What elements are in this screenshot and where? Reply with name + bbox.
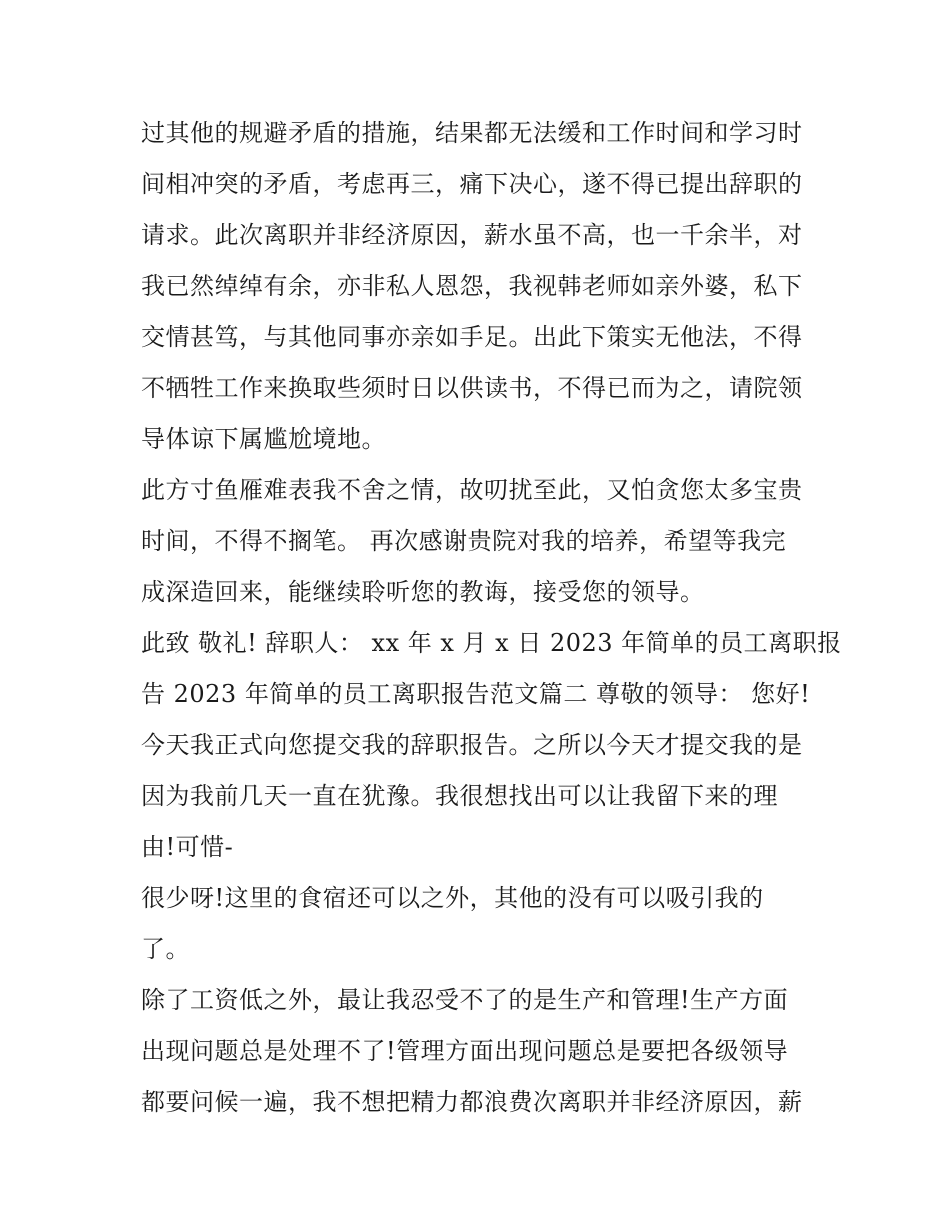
text-line: 很少呀!这里的食宿还可以之外，其他的没有可以吸引我的 [141,884,764,912]
text-line: 导体谅下属尴尬境地。 [141,425,386,453]
text-line: 出现问题总是处理不了!管理方面出现问题总是要把各级领导 [141,1037,789,1065]
text-line: 由!可惜- [141,833,234,861]
text-line: 此方寸鱼雁难表我不舍之情，故叨扰至此，又怕贪您太多宝贵 [141,476,803,504]
text-line: 除了工资低之外，最让我忍受不了的是生产和管理!生产方面 [141,986,789,1014]
text-line: 过其他的规避矛盾的措施，结果都无法缓和工作时间和学习时 [141,119,803,147]
paragraph-1 [141,108,813,465]
text-line: 成深造回来，能继续聆听您的教诲，接受您的领导。 [141,578,705,606]
text-line: 今天我正式向您提交我的辞职报告。之所以今天才提交我的是 [141,731,803,759]
paragraph-5 [141,975,813,1128]
text-line: 都要问候一遍，我不想把精力都浪费次离职并非经济原因，薪 [141,1088,803,1116]
paragraph-4 [141,873,813,975]
text-line: 我已然绰绰有余，亦非私人恩怨，我视韩老师如亲外婆，私下 [141,272,803,300]
paragraph-2 [141,465,813,618]
text-line: 不牺牲工作来换取些须时日以供读书，不得已而为之，请院领 [141,374,803,402]
text-line: 此致 敬礼! 辞职人： xx 年 x 月 x 日 2023 年简单的员工离职报 [141,629,842,657]
text-line: 交情甚笃，与其他同事亦亲如手足。出此下策实无他法，不得 [141,323,803,351]
document-body [141,108,842,1128]
text-line: 了。 [141,935,190,963]
paragraph-3 [141,618,842,873]
text-line: 告 2023 年简单的员工离职报告范文篇二 尊敬的领导： 您好! [141,680,811,708]
text-line: 间相冲突的矛盾，考虑再三，痛下决心，遂不得已提出辞职的 [141,170,803,198]
text-line: 因为我前几天一直在犹豫。我很想找出可以让我留下来的理 [141,782,778,810]
text-line: 请求。此次离职并非经济原因，薪水虽不高，也一千余半，对 [141,221,803,249]
text-line: 时间，不得不搁笔。 再次感谢贵院对我的培养，希望等我完 [141,527,787,555]
